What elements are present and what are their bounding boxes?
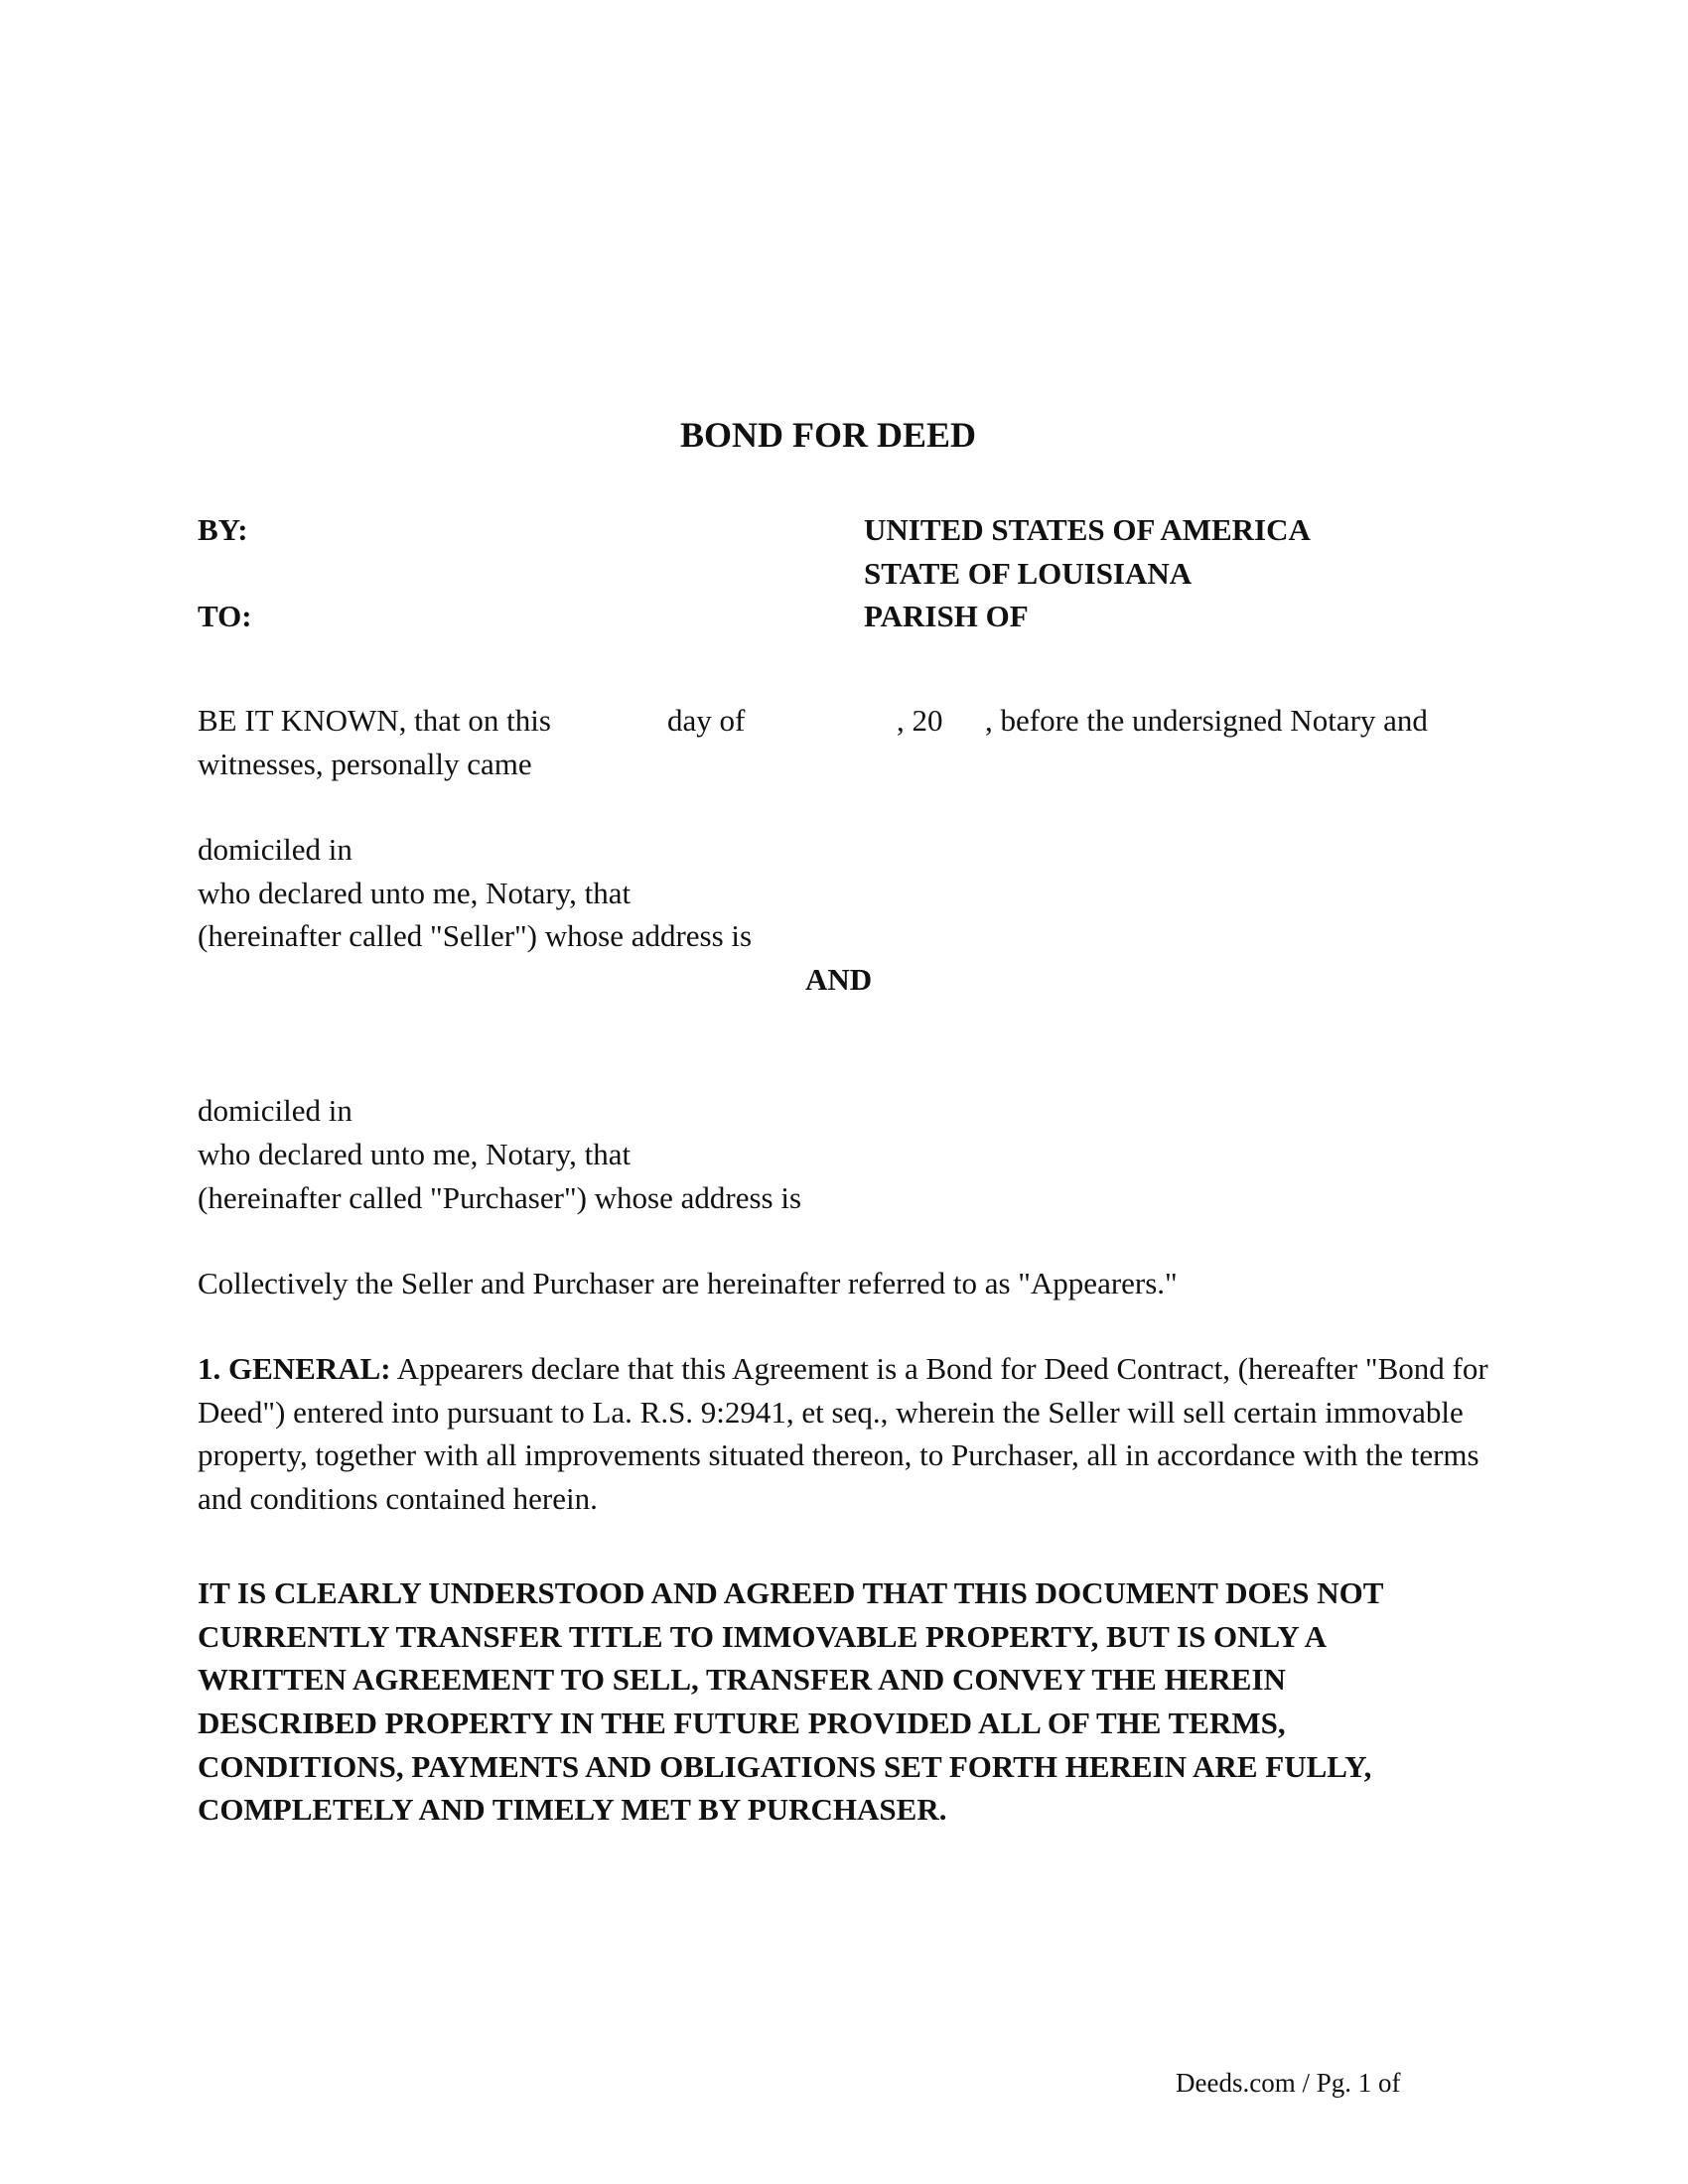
intro-part3: , 20 <box>897 703 943 738</box>
intro-part2: day of <box>667 703 746 738</box>
purchaser-declared: who declared unto me, Notary, that <box>198 1137 632 1171</box>
notice-line: DESCRIBED PROPERTY IN THE FUTURE PROVIDED ALL OF THE TERMS, <box>198 1706 1286 1740</box>
section-general-label: 1. GENERAL: <box>198 1351 391 1386</box>
document-title: BOND FOR DEED <box>680 415 977 455</box>
page-footer: Deeds.com / Pg. 1 of <box>1176 2068 1401 2098</box>
notice-line: IT IS CLEARLY UNDERSTOOD AND AGREED THAT THIS DOCUMENT DOES NOT <box>198 1575 1384 1610</box>
jurisdiction-state: STATE OF LOUISIANA <box>864 556 1193 591</box>
section-general-text: Appearers declare that this Agreement is a Bond for Deed Contract, (hereafter "Bond for Deed") entered into pursuant to La. R.S. 9:2941, et seq., wherein the Seller will sell certain immovable property, together with all improvements situated thereon, to Purchaser, all in accordance with the terms and conditions contained herein. <box>198 1351 1488 1516</box>
notice-line: CONDITIONS, PAYMENTS AND OBLIGATIONS SET FORTH HEREIN ARE FULLY, <box>198 1749 1372 1784</box>
intro-part1: BE IT KNOWN, that on this <box>198 703 551 738</box>
by-label: BY: <box>198 512 248 547</box>
seller-domiciled: domiciled in <box>198 832 352 867</box>
intro-line2: witnesses, personally came <box>198 747 532 781</box>
intro-part4: , before the undersigned Notary and <box>985 703 1428 738</box>
section-general <box>198 1347 1488 1520</box>
jurisdiction-parish: PARISH OF <box>864 599 1029 633</box>
purchaser-called: (hereinafter called "Purchaser") whose address is <box>198 1180 802 1215</box>
purchaser-domiciled: domiciled in <box>198 1093 352 1128</box>
notice-line: COMPLETELY AND TIMELY MET BY PURCHASER. <box>198 1792 947 1827</box>
notice-line: CURRENTLY TRANSFER TITLE TO IMMOVABLE PROPERTY, BUT IS ONLY A <box>198 1619 1328 1654</box>
notice-line: WRITTEN AGREEMENT TO SELL, TRANSFER AND CONVEY THE HEREIN <box>198 1662 1286 1697</box>
seller-called: (hereinafter called "Seller") whose address is <box>198 918 753 953</box>
collectively-paragraph: Collectively the Seller and Purchaser are hereinafter referred to as "Appearers." <box>198 1266 1178 1300</box>
to-label: TO: <box>198 599 252 633</box>
seller-declared: who declared unto me, Notary, that <box>198 876 632 910</box>
jurisdiction-country: UNITED STATES OF AMERICA <box>864 512 1311 547</box>
and-separator: AND <box>805 962 873 997</box>
